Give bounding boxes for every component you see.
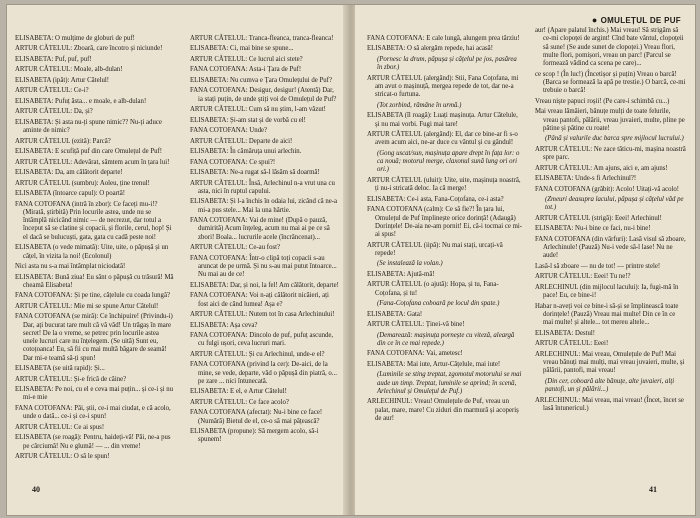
- dialogue-line: ARTUR CĂTELUL: Și-e frică de căine?: [15, 375, 127, 383]
- dialogue-line: ELISABETA (îl roagă): Luați mașinuța. Artur Cătelule, și nu mai vorbi. Fugi mai tare!: [367, 112, 518, 128]
- dialogue-line: ARTUR CĂTELUL: Și cu Arlechinul, unde-e el?: [190, 350, 325, 358]
- dialogue-line: ARTUR CĂTELUL (ezită): Parcă?: [15, 137, 111, 145]
- dialogue-line: (Până și valurile duc barca spre mijlocul lucrului.): [545, 135, 684, 143]
- dialogue-line: Vreau niște papuci roșii! (Pe care-i schimbă cu...): [535, 97, 670, 105]
- dialogue-line: ELISABETA (o vede mimată): Uite, uite, o păpușă și un câțel, în vizita la noi! (Ecolonul): [15, 244, 169, 260]
- book-spread: [7, 5, 695, 515]
- dialogue-line: FANA COTOFANA (grăbit): Acolo! Uitați-vă acolo!: [535, 185, 680, 193]
- dialogue-line: ARTUR CĂTELUL (sumbru): Aoleu, ține trenul!: [15, 179, 150, 187]
- dialogue-line: FANA COTOFANA (calm): Ce să fie?! În țara lui, Omulețul de Puf împlinește orice dorință! (Adaugă) Dorințele! De-aia ne-am pornit! Ei, că-i tocmai ce mi-ai spus!: [367, 206, 523, 239]
- dialogue-line: ARTUR CĂTELUL: O să le spun!: [15, 453, 110, 461]
- dialogue-line: ARTUR CĂTELUL: Ce lucrul aici stete?: [190, 55, 303, 63]
- dialogue-line: (Zmeuri deasupra lacului, păpușa și cățelul văd pe tot.): [545, 196, 684, 212]
- dialogue-line: ELISABETA: Nu cumva e Țara Omulețului de Puf?: [190, 76, 332, 84]
- dialogue-line: ARLECHINUL: Mai vreau, Omulețule de Puf! Mai vreau bănuți mai mulți, mai vreau juvaieri, multe, și pălării, pantofi, mai vreau!: [535, 350, 685, 375]
- dialogue-line: ELISABETA: În cămăruța unui arlechin.: [190, 148, 302, 156]
- dialogue-line: FANA COTOFANA: Vai, ametesc!: [367, 350, 463, 358]
- dialogue-line: ARTUR CĂTELUL: Ce-i?: [15, 87, 89, 95]
- dialogue-line: ARTUR CĂTELUL: Nutem tot în casa Arlechinului!: [190, 311, 335, 319]
- dialogue-line: FANA COTOFANA (din vârfuri): Lasă visul să zboare, Arlechinule! (Pauză) Nu-i vede să-l lase! Nu ne aude!: [535, 235, 686, 260]
- text-column-4: [535, 27, 687, 447]
- dialogue-line: ARTUR CĂTELUL: Zboară, care încotro și niciunde!: [15, 45, 163, 53]
- dialogue-line: ARTUR CĂTELUL (alergând): El, dar ce bine-ar fi s-o avem acum aici, ne-ar duce cu vântul și cu gândul!: [367, 131, 518, 147]
- page-number-left: 40: [32, 485, 40, 494]
- dialogue-line: ELISABETA: E scufiță puf din care Omulețul de Puf!: [15, 148, 163, 156]
- dialogue-line: FANA COTOFANA (se mirã): Ce închipuire! (Privindu-i) Dar, ați bucurat tare mult că vă văd! Un trăgaș în mare secret! De la o vreme, se petrec prin locurile astea unele lucruri care nu înțelegem. (Se uită) Sunt eu, cotoțoanca! Eu, să fii cu mai multă băgare de seamă! Dar mi-e teamă să-ți spun!: [15, 313, 173, 362]
- text-column-2: [190, 35, 340, 455]
- bullet-icon: ●: [591, 15, 598, 25]
- dialogue-line: (Demarează: mașinuța pornește cu viteză, aleargă din ce în ce mai repede.): [377, 331, 515, 347]
- dialogue-line: ARTUR CĂTELUL: Adevărat, sâmtem acum în țara lui!: [15, 158, 170, 166]
- dialogue-line: FANA COTOFANA: E cale lungă, alungem prea târziu!: [367, 35, 520, 42]
- dialogue-line: ELISABETA: Ajută-mă!: [367, 270, 435, 278]
- dialogue-line: ARTUR CĂTELUL: Ce face acolo?: [190, 398, 289, 406]
- dialogue-line: ELISABETA: Nu-i bine ce faci, nu-i bine!: [535, 225, 651, 233]
- dialogue-line: ARTUR CĂTELUL (o ajută): Hopa, și tu, Fana-Coțofana, și tu!: [367, 281, 499, 297]
- dialogue-line: ELISABETA: E el, e Artur Cătelul!: [190, 388, 287, 396]
- dialogue-line: ELISABETA: Puf, puf, puf!: [15, 55, 92, 63]
- dialogue-line: ELISABETA: Da, am câlătorit departe!: [15, 169, 123, 177]
- dialogue-line: ARTUR CĂTELUL: Eeei! Tu ne!?: [535, 273, 631, 281]
- dialogue-line: ARTUR CĂTELUL: Moale, alb-dulan!: [15, 66, 123, 74]
- dialogue-line: ELISABETA: Mai iute, Artur-Cățelule, mai iute!: [367, 360, 501, 368]
- dialogue-line: FANA COTOFANA: Și pe tine, cățelule cu coada lungă?: [15, 292, 170, 300]
- dialogue-line: ARTUR CĂTELUL (alergând): Stii, Fana Coțofana, mi am avut o mașinuță, mergea repede de tot, dar ne-a stricat-o furtuna.: [367, 74, 519, 99]
- dialogue-line: ARTUR CĂTELUL (strigă): Eeei! Arlechinul!: [535, 214, 662, 222]
- dialogue-line: ARTUR CĂTELUL (iipă): Nu mai stați, urcați-vă repede!: [367, 241, 503, 257]
- dialogue-line: ELISABETA: Așa ceva?: [190, 321, 258, 329]
- right-page: [355, 5, 695, 515]
- dialogue-line: ARTUR CĂTELUL: Eeei!: [535, 340, 609, 348]
- dialogue-line: ELISABETA: Pufuț ăsta... e moale, e alb-dulan!: [15, 97, 147, 105]
- dialogue-line: ARTUR CĂTELUL: Mie mi se spune Artur Cătelul!: [15, 302, 159, 310]
- dialogue-line: ARTUR CĂTELUL: Departe de aici!: [190, 137, 293, 145]
- dialogue-line: (Fana-Coțofana coboară pe locul din spate.): [377, 300, 500, 308]
- dialogue-line: ELISABETA: Și-am stat și de vorbă cu el!: [190, 116, 306, 124]
- dialogue-line: ELISABETA: Unde-s fi Arlechinul?!: [535, 175, 637, 183]
- dialogue-line: Habar n-aveți voi ce bine-i să-și se împlinească toate dorințele! (Pauză) Vreau mai multe! Din ce în ce mai multe! și altele... tot mereu altele...: [535, 302, 679, 327]
- dialogue-line: FANA COTOFANA: Păi, știi, ce-i mai ciudat, e că acolo, unde o dată... ce-i și ce-i spun!: [15, 404, 171, 421]
- dialogue-line: ARTUR CĂTELUL: Da, și?: [15, 108, 93, 116]
- dialogue-line: ELISABETA: O să alergăm repede, hai acasă!: [367, 45, 493, 53]
- text-column-1: [15, 35, 175, 461]
- dialogue-line: ELISABETA (întoarce capul): O poartă!: [15, 190, 126, 198]
- dialogue-line: FANA COTOFANA: Voi n-ați călătorit nicăieri, ați fost aici de când lumea! Așa e?: [190, 292, 329, 308]
- dialogue-line: ARLECHINUL (din mijlocul lacului): Ia, fugi-mă în pace! Eu, ce bine-i!: [535, 283, 679, 300]
- dialogue-line: (Din cer, coboară alte bănuțe, alte juvaieri, alți pantofi, un și pălării...): [545, 377, 675, 394]
- dialogue-line: FANA COTOFANA: Ce spui?!: [190, 158, 276, 166]
- dialogue-line: (Pornesc la drum, păpușa și cățelul pe jos, pasărea în zbor.): [377, 55, 517, 72]
- dialogue-line: ELISABETA: Și asta nu-ți spune nimic?? Nu-ți aduce aminte de nimic?: [15, 118, 162, 135]
- dialogue-line: (Luminile se sting treptat, zgomotul motorului se mai aude un timp. Treptat, luminile se aprind; în scenă, Arlechinul și Omulețul de Puf.): [377, 371, 522, 395]
- dialogue-line: FANA COTOFANA: Vai de mine! (După o pauză, dumirită) Acum înțeleg, acum nu mai ai pe ce să zbori! Boala... lucrurile acele (încrâncenat)...: [190, 217, 330, 241]
- dialogue-line: ELISABETA (propune): Să mergem acolo, să-i spunem!: [190, 428, 319, 444]
- dialogue-line: ELISABETA: Și l-a închis în odaia lui, zicând că ne-a mi-a pus stele... Mai la una hârtie.: [190, 198, 338, 214]
- dialogue-line: FANA COTOFANA: Asta-i Țara de Puf!: [190, 66, 302, 74]
- running-head: [592, 15, 681, 25]
- dialogue-line: Mai vreau lămâieri, bănuțe mulți de toate felurile, vreau pantofi, pălării, vreau juvaieri, multe, pline pe pătine și pătine cu roate!: [535, 108, 685, 132]
- dialogue-line: ELISABETA: Dar, și noi, la fel! Am călătorit, departe!: [190, 281, 339, 289]
- dialogue-line: ARTUR CĂTELUL: Tranca-fleanca, tranca-fleanca!: [190, 35, 334, 42]
- dialogue-line: ARLECHINUL: Vreau! Omulețule de Puf, vreau un palat, mare, mare! Cu ziduri din marmură și acoperiș de aur!: [367, 398, 519, 422]
- dialogue-line: ce scop ! (În luc!) (Încetișor și puțin) Vreau o barcă! (Barca se formează la apă pe trestie.) O barcă, ce-mi trebuie o barcă!: [535, 70, 686, 95]
- dialogue-line: FANA COTOFANA: Dincolo de puf, pufuț ascunde, cu fulgi ușori, ceva lucruri mari.: [190, 332, 334, 348]
- dialogue-line: (Tot zorbind, rămâne în urmă.): [377, 101, 462, 109]
- text-column-3: [367, 35, 522, 455]
- dialogue-line: FANA COTOFANA: Într-o clipă toți copacii s-au aruncat de pe urmă. Și nu s-au mai putut întoarce... Nu mai au de ce!: [190, 254, 337, 279]
- dialogue-line: ELISABETA: Destul!: [535, 329, 596, 337]
- dialogue-line: FANA COTOFANA: Unde?: [190, 127, 268, 135]
- page-number-right: 41: [649, 485, 657, 494]
- dialogue-line: aur! (Apare palatul închis.) Mai vreau! Să strigăm să ce-mi clopoței de argint! Cînd bate vântul, clopoțeii să sune! (Se aude sunet de clopoței.) Vreau flori, multe flori, pomișori, vreau un parc! (Parcul se formează vădind ca scena pe care)...: [535, 27, 684, 68]
- running-head-title: OMULEȚUL DE PUF: [600, 16, 681, 25]
- dialogue-line: FANA COTOFANA (privind la cer): De-aici, de la mine, se vede, departe, văd o păpușă din piatră, o... pe zare ... nici întunecată.: [190, 361, 337, 385]
- dialogue-line: ELISABETA: Ce-i asta, Fana-Coțofana, ce-i asta?: [367, 195, 504, 203]
- dialogue-line: ARTUR CĂTELUL: Ce-au fost?: [190, 244, 281, 252]
- dialogue-line: ARTUR CĂTELUL (uluit): Uite, uite, mașinuța noastră, ți nu-i stricată deloc. Ia că merge!: [367, 176, 521, 193]
- dialogue-line: FANA COTOFANA (afectat): Nu-i bine ce face! (Numără) Bietul de el, ce-o să mai pățească?: [190, 409, 323, 425]
- dialogue-line: FANA COTOFANA (intră în zbor): Ce faceți mu-i!? (Mirată, știrbită) Prin locurile astea, unde nu se întâmplă nicicând nimic — de necrezut, dar totul a început să se clatine și copacii, și florile, cerul, hop! Și el dacă se bulucuști, gata, gata cu cadă peste noi!: [15, 200, 172, 241]
- dialogue-line: ARTUR CĂTELUL: Cum să nu știm, l-am văzut!: [190, 106, 326, 114]
- dialogue-line: ARTUR CĂTELUL: Ținei-vă bine!: [367, 321, 465, 329]
- dialogue-line: ELISABETA: Ci, mai bine se spune...: [190, 45, 294, 53]
- dialogue-line: (Gong uscat/sun, mașinuța apare drept în fața lor: o ca nouă; motorul merge, claxonul sună lung ori ori ori.): [377, 149, 520, 174]
- dialogue-line: ARLECHINUL: Mai vreau, mai vreau! (Încet, încet se lasă întunericul.): [535, 396, 684, 412]
- dialogue-line: ARTUR CĂTELUL: Ne zace tăticu-mi, mașina noastră spre parc.: [535, 145, 686, 162]
- dialogue-line: ELISABETA: O mulțime de globuri de puf!: [15, 35, 135, 42]
- dialogue-line: (Se instalează la volan.): [377, 260, 443, 268]
- dialogue-line: ARTUR CĂTELUL: Însă, Arlechinul n-a vrut una cu asta, nici în ruptul capului.: [190, 179, 335, 195]
- dialogue-line: Lasă-l să zboare — nu de tot! — printre stele!: [535, 262, 661, 270]
- dialogue-line: FANA COTOFANA: Desigur, desigur! (Atentă) Dar, ia stați puțin, de unde știți voi de Omulețul de Puf?: [190, 87, 337, 103]
- dialogue-line: ELISABETA (ipăt): Artur Cătelul!: [15, 76, 110, 84]
- left-page: [7, 5, 347, 515]
- dialogue-line: ARTUR CĂTELUL: Am ajuns, aici e, am ajuns!: [535, 164, 668, 172]
- dialogue-line: ELISABETA: Pe noi, cu el e ceva mai puțin... și ce-i și nu mi-e mie: [15, 386, 174, 402]
- dialogue-line: Nici asta nu s-a mai întâmplat niciodată!: [15, 263, 126, 271]
- dialogue-line: ELISABETA: Bună ziua! Eu sânt o păpușă cu trăsură! Mă cheamă Elisabeta!: [15, 273, 174, 289]
- dialogue-line: ARTUR CĂTELUL: Ce ai spus!: [15, 423, 105, 431]
- dialogue-line: ELISABETA (se uită rapid): Și...: [15, 365, 105, 373]
- dialogue-line: ELISABETA: Ne-a rugat să-l lăsăm să doarmă!: [190, 169, 320, 177]
- dialogue-line: ELISABETA (se roagă): Pentru, haideți-vă! Păi, ne-a pus pe cârciumă! Nu e glumă! — ... din vreme!: [15, 434, 171, 450]
- dialogue-line: ELISABETA: Gata!: [367, 310, 423, 318]
